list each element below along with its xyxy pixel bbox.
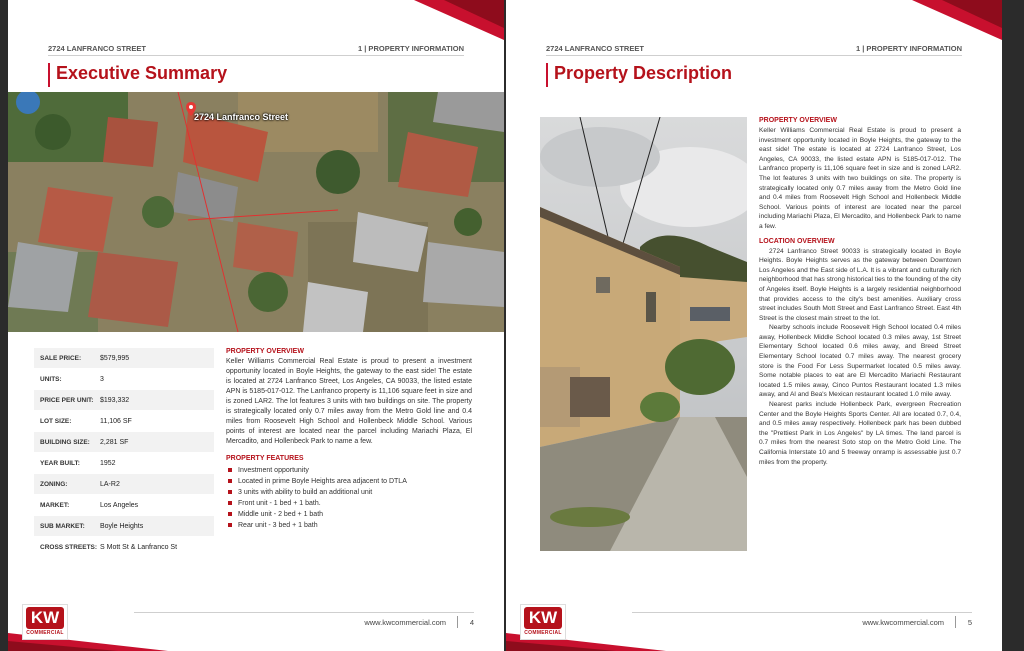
- header-divider: [48, 55, 464, 56]
- fact-value: 2,281 SF: [100, 438, 129, 446]
- header-address: 2724 LANFRANCO STREET: [546, 44, 644, 53]
- footer-separator: [955, 616, 956, 628]
- list-item: Located in prime Boyle Heights area adjacent to DTLA: [226, 476, 472, 487]
- overview-heading: PROPERTY OVERVIEW: [759, 117, 837, 124]
- fact-label: LOT SIZE:: [40, 417, 72, 425]
- corner-accent: [394, 0, 504, 40]
- overview-heading: PROPERTY OVERVIEW: [226, 348, 304, 355]
- fact-value: $193,332: [100, 396, 130, 404]
- aerial-map-image: [8, 92, 504, 332]
- summary-column: [226, 348, 472, 531]
- logo-subtitle: COMMERCIAL: [26, 630, 64, 636]
- fact-label: CROSS STREETS:: [40, 543, 98, 551]
- kw-commercial-logo: [22, 604, 68, 640]
- features-list: [226, 465, 472, 531]
- fact-row: [34, 495, 214, 515]
- map-street-label: 2724 Lanfranco Street: [194, 112, 289, 122]
- footer-swoosh: [8, 627, 504, 651]
- corner-accent: [892, 0, 1002, 40]
- fact-value: S Mott St & Lanfranco St: [100, 543, 178, 551]
- footer-divider: [632, 612, 972, 613]
- list-item: Rear unit - 3 bed + 1 bath: [226, 520, 472, 531]
- property-facts-table: [34, 348, 214, 558]
- location-paragraph: Nearby schools include Roosevelt High School located 0.4 miles away, Hollenbeck Middle School located 0.3 miles away, 1st Street Elementary School located 0.6 miles away, and Breed Street Elementary School located 0.7 miles away. The nearest grocery store is the Food For Less Supermarket located 0.5 miles away. Some notable places to eat are El Mercadito Mariachi Restaurant located 1.5 miles away, Cinco Puntos Restaurant located 1.3 miles away, and Al and Bea's Mexican restaurant located 1.0 mile away.: [759, 324, 961, 399]
- location-paragraph: Nearest parks include Hollenbeck Park, evergreen Recreation Center and the Boyle Heights Sports Center. All are located 0.7, 0.4, and 0.5 miles away respectively. Hollenbeck park has been dubbed the "Prettiest Park in Los Angeles" by LA times. The land parcel is 0.7 miles from the nearest Soto stop on the Metro Gold Line. The California Interstate 10 and 5 freeway onramp is assessable just 0.7 miles from the property.: [759, 401, 961, 466]
- footer-separator: [457, 616, 458, 628]
- page-title: Executive Summary: [56, 63, 228, 83]
- brochure-page-5: [506, 0, 1002, 651]
- fact-row: [34, 474, 214, 494]
- footer-swoosh: [506, 627, 1002, 651]
- header-section: 1 | PROPERTY INFORMATION: [358, 44, 464, 53]
- header-divider: [546, 55, 962, 56]
- logo-mark: KW: [26, 607, 64, 629]
- fact-value: Boyle Heights: [100, 522, 144, 530]
- fact-label: UNITS:: [40, 375, 62, 383]
- fact-value: 11,106 SF: [100, 417, 132, 425]
- footer-divider: [134, 612, 474, 613]
- fact-value: LA-R2: [100, 480, 120, 488]
- page-number: 5: [967, 618, 972, 627]
- overview-text: Keller Williams Commercial Real Estate is proud to present a investment opportunity located in Boyle Heights, the gateway to the east side! The estate is located at 2724 Lanfranco Street, Los Angeles, CA 90033, the listed estate APN is 5185-017-012. The Lanfranco property is 11,106 square feet in size and is zoned LAR2. The lot features 3 units with two buildings on site. The property is strategically located only 0.7 miles away from the Metro Gold line and 0.4 miles from Roosevelt High School and Hollenbeck Middle School. Various points of interest are located near the parcel including Mariachi Plaza, El Mercadito, and Hollenbeck Park to name a few.: [226, 358, 472, 445]
- fact-label: BUILDING SIZE:: [40, 438, 90, 446]
- location-heading: LOCATION OVERVIEW: [759, 237, 835, 245]
- fact-label: ZONING:: [40, 480, 68, 488]
- title-accent-bar: [546, 63, 548, 87]
- fact-row: [34, 369, 214, 389]
- fact-row: [34, 453, 214, 473]
- fact-row: [34, 390, 214, 410]
- fact-value: 1952: [100, 459, 116, 467]
- list-item: Front unit - 1 bed + 1 bath.: [226, 498, 472, 509]
- features-heading: PROPERTY FEATURES: [226, 455, 304, 462]
- property-photo: [540, 117, 747, 551]
- header-section: 1 | PROPERTY INFORMATION: [856, 44, 962, 53]
- fact-value: $579,995: [100, 354, 130, 362]
- footer-url[interactable]: www.kwcommercial.com: [862, 618, 944, 627]
- fact-row: [34, 537, 214, 557]
- fact-label: PRICE PER UNIT:: [40, 396, 94, 404]
- fact-label: SUB MARKET:: [40, 522, 85, 530]
- header-address: 2724 LANFRANCO STREET: [48, 44, 146, 53]
- page-title: Property Description: [554, 63, 733, 83]
- page-number: 4: [469, 618, 474, 627]
- overview-text: Keller Williams Commercial Real Estate is proud to present a investment opportunity located in Boyle Heights, the gateway to the east side! The estate is located at 2724 Lanfranco Street, Los Angeles, CA 90033, the listed estate APN is 5185-017-012. The Lanfranco property is 11,106 square feet in size and is zoned LAR2. The lot features 3 units with two buildings on site. The property is strategically located only 0.7 miles away from the Metro Gold line and 0.4 miles from Roosevelt High School and Hollenbeck Middle School. Various points of interest are located near the parcel including Mariachi Plaza, El Mercadito, and Hollenbeck Park to name a few.: [759, 127, 961, 230]
- list-item: Middle unit - 2 bed + 1 bath: [226, 509, 472, 520]
- fact-label: YEAR BUILT:: [40, 459, 80, 467]
- fact-label: MARKET:: [40, 501, 70, 509]
- footer-url[interactable]: www.kwcommercial.com: [364, 618, 446, 627]
- kw-commercial-logo: [520, 604, 566, 640]
- location-paragraph: 2724 Lanfranco Street 90033 is strategically located in Boyle Heights. Boyle Heights serves as the gateway between Downtown Los Angeles and the East side of L.A. It is a vibrant and culturally rich neighborhood that has strong historical ties to the founding of the city of Angeles itself. Boyle Heights is a largely residential neighborhood that provides access to the city's best amenities. Auxiliary cross street includes South Mott Street and East Lanfranco Street. East 4th Street is the closest main street to the lot.: [759, 247, 961, 322]
- fact-value: Los Angeles: [100, 501, 139, 509]
- list-item: Investment opportunity: [226, 465, 472, 476]
- brochure-page-4: [8, 0, 504, 651]
- fact-row: [34, 411, 214, 431]
- fact-value: 3: [100, 375, 104, 383]
- fact-label: SALE PRICE:: [40, 354, 82, 362]
- fact-row: [34, 516, 214, 536]
- list-item: 3 units with ability to build an additional unit: [226, 487, 472, 498]
- fact-row: [34, 348, 214, 368]
- title-accent-bar: [48, 63, 50, 87]
- fact-row: [34, 432, 214, 452]
- description-column: [759, 117, 961, 467]
- logo-mark: KW: [524, 607, 562, 629]
- logo-subtitle: COMMERCIAL: [524, 630, 562, 636]
